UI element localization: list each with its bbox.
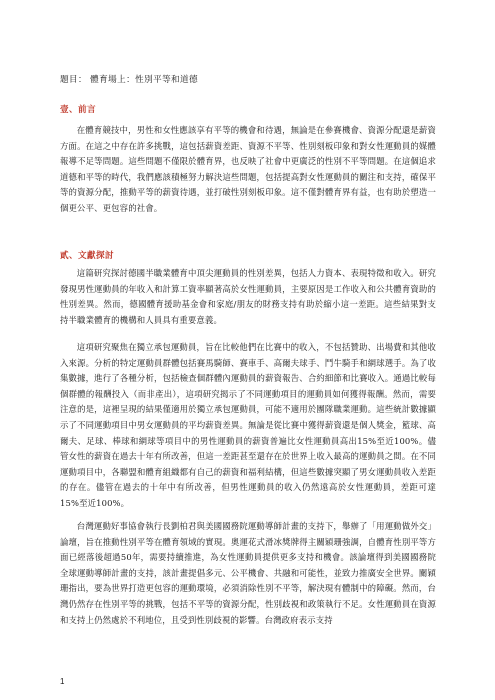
page-number: 1 bbox=[60, 677, 65, 686]
topic-line: 題目： 體育場上：性別平等和道德 bbox=[60, 75, 199, 85]
introduction-paragraph: 在體育競技中，男性和女性應該享有平等的機會和待遇，無論是在參賽機會、資源分配還是薪資方面。在這之中存在許多挑戰，這包括薪資差距、資源不平等、性別刻板印象和對女性運動員的媒體報導不足等問題。這些問題不僅限於體育界，也反映了社會中更廣泛的性別不平等問題。在這個追求道德和平等的時代，我們應該積極努力解決這些問題，包括提高對女性運動員的關注和支持，確保平等的資源分配，推動平等的薪資待遇，並打破性別刻板印象。這不僅對體育界有益，也有助於塑造一個更公平、更包容的社會。 bbox=[60, 125, 436, 213]
literature-paragraph-3: 台灣運動好事協會執行長劉柏君與美國國務院運動導師計畫的支持下，舉辦了「用運動做外交」論壇，旨在推動性別平等在體育領域的實現。奧運花式滑冰獎牌得主關穎珊強調，自體育性別平等方面已經落後超過50年，需要持續推進，為女性運動員提供更多支持和機會。該論壇得到美國國務院全球運動導師計畫的支持，該計畫提倡多元、公平機會、共融和可能性，並致力推廣安全世界。關穎珊指出，要為世界打造更包容的運動環境，必須消除性別不平等，解決現有體制中的障礙。然而，台灣仍然存在性別平等的挑戰，包括不平等的資源分配，性別歧視和政策執行不足。女性運動員在資源和支持上仍然處於不利地位，且受到性別歧視的影響。台灣政府表示支持 bbox=[60, 521, 436, 625]
literature-paragraph-1: 這篇研究探討德國半職業體育中頂尖運動員的性別差異，包括人力資本、表現特徵和收入。研究發現男性運動員的年收入和計算工資率顯著高於女性運動員，主要原因是工作收入和公共體育資助的性別差異。然而，德國體育援助基金會和家庭/朋友的財務支持有助於縮小這一差距。這些結果對支持半職業體育的機構和人員具有重要意義。 bbox=[60, 268, 436, 325]
section-heading-introduction: 壹、前言 bbox=[60, 105, 96, 115]
section-heading-literature-review: 貳、文獻探討 bbox=[60, 251, 114, 261]
literature-paragraph-2: 這項研究聚焦在獨立承包運動員，旨在比較他們在比賽中的收入，不包括贊助、出場費和其他收入來源。分析的特定運動員群體包括賽馬騎師、賽車手、高爾夫球手、鬥牛騎手和網球選手。為了收集數據，進行了各種分析，包括檢查個群體內運動員的薪資報告、合約細節和比賽收入。通過比較每個群體的報酬投入（而非產出），這項研究揭示了不同運動項目的運動員如何獲得報酬。然而，需要注意的是，這裡呈現的結果僅適用於獨立承包運動員，可能不適用於團隊職業運動。這些統計數據顯示了不同運動項目中男女運動員的平均薪資差異。無論是從比賽中獲得薪資還是個人獎金，籃球、高爾夫、足球、棒球和網球等項目中的男性運動員的薪資普遍比女性運動員高出15%至近100%。儘管女性的薪資在過去十年有所改善，但這一差距甚至還存在於世界上收入最高的運動員之間。在不同運動項目中，各聯盟和體育組織都有自己的薪資和福利結構，但這些數據突顯了男女運動員收入差距的存在。儘管在過去的十年中有所改善，但男性運動員的收入仍然遠高於女性運動員，差距可達15%至近100%。 bbox=[60, 342, 436, 508]
